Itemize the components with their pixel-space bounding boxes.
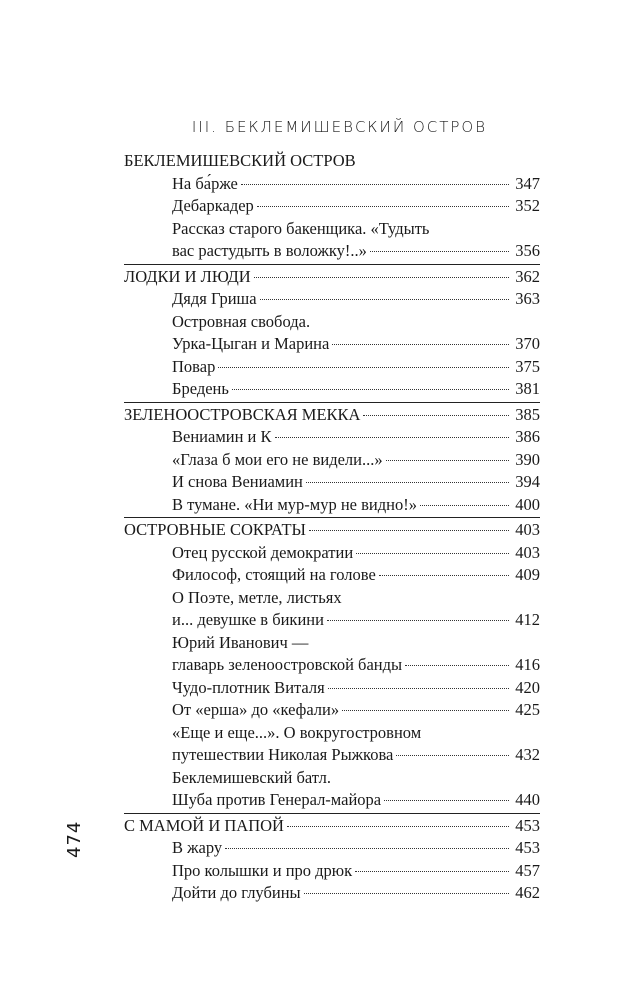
toc-entry — [124, 311, 540, 356]
entry-line — [124, 837, 540, 860]
section-heading — [124, 519, 540, 542]
dot-leader — [241, 184, 509, 185]
entry-line — [124, 542, 540, 565]
section-title: БЕКЛЕМИШЕВСКИЙ ОСТРОВ — [124, 151, 356, 170]
entry-title: Дойти до глубины — [172, 883, 301, 902]
toc-entry — [124, 494, 540, 517]
entry-line — [124, 449, 540, 472]
toc-entry — [124, 288, 540, 311]
entry-title: Беклемишевский батл. — [172, 767, 331, 787]
entry-page: 370 — [515, 334, 540, 353]
toc-section — [124, 815, 540, 905]
entry-page: 432 — [515, 745, 540, 764]
entry-line — [124, 195, 540, 218]
entry-line — [124, 767, 540, 790]
entry-title: Шуба против Генерал-майора — [172, 790, 382, 809]
page-number: 474 — [64, 820, 85, 858]
part-title: III. БЕКЛЕМИШЕВСКИЙ ОСТРОВ — [191, 118, 488, 136]
entry-title: Урка-Цыган и Марина — [172, 334, 330, 353]
toc-section — [124, 404, 540, 517]
entry-title: Повар — [172, 356, 216, 376]
entry-page: 381 — [515, 379, 540, 398]
entry-page: 409 — [515, 565, 540, 584]
toc-entry — [124, 564, 540, 587]
entry-title: главарь зеленоостровской банды — [172, 655, 403, 674]
toc-entry — [124, 699, 540, 722]
entry-page: 385 — [515, 404, 540, 424]
entry-line — [124, 744, 540, 767]
entry-title: «Еще и еще...». О вокругостровном — [172, 722, 422, 742]
dot-leader — [287, 826, 509, 827]
entry-title: «Глаза б мои его не видели...» — [172, 449, 383, 469]
entry-title: ЗЕЛЕНООСТРОВСКАЯ МЕККА — [124, 404, 361, 424]
entry-line — [124, 632, 540, 655]
section-divider — [124, 517, 540, 518]
entry-line — [124, 587, 540, 610]
entry-page: 394 — [515, 472, 540, 491]
entry-title: В жару — [172, 838, 223, 857]
entry-title: Дебаркадер — [172, 196, 254, 215]
section-divider — [124, 264, 540, 265]
entry-title: ОСТРОВНЫЕ СОКРАТЫ — [124, 520, 306, 539]
toc-entry — [124, 882, 540, 905]
dot-leader — [309, 530, 509, 531]
entry-line — [124, 356, 540, 379]
entry-line — [124, 494, 540, 517]
dot-leader — [379, 575, 509, 576]
entry-page: 462 — [515, 883, 540, 902]
entry-line — [124, 311, 540, 334]
entry-title: И снова Вениамин — [172, 472, 303, 491]
entry-page: 347 — [515, 173, 540, 193]
dot-leader — [275, 437, 510, 438]
entry-title: Про колышки и про дрюк — [172, 860, 353, 880]
section-divider — [124, 402, 540, 403]
toc-section — [124, 519, 540, 812]
dot-leader — [396, 755, 509, 756]
entry-page: 362 — [515, 266, 540, 286]
entry-page: 386 — [515, 427, 540, 446]
entry-page: 440 — [515, 790, 540, 809]
entry-line — [124, 218, 540, 241]
entry-line — [124, 722, 540, 745]
dot-leader — [332, 344, 509, 345]
entry-page: 420 — [515, 677, 540, 697]
entry-page: 375 — [515, 356, 540, 376]
entry-line — [124, 654, 540, 677]
section-heading — [124, 150, 540, 173]
table-of-contents — [124, 150, 540, 905]
dot-leader — [232, 389, 509, 390]
entry-line — [124, 609, 540, 632]
entry-line — [124, 333, 540, 356]
entry-title: Бредень — [172, 379, 229, 398]
dot-leader — [405, 665, 509, 666]
entry-line — [124, 564, 540, 587]
toc-entry — [124, 426, 540, 449]
entry-page: 352 — [515, 196, 540, 215]
entry-title: От «ерша» до «кефали» — [172, 700, 340, 719]
section-heading — [124, 815, 540, 838]
toc-entry — [124, 173, 540, 196]
dot-leader — [384, 800, 509, 801]
entry-line — [124, 471, 540, 494]
toc-entry — [124, 632, 540, 677]
entry-page: 425 — [515, 700, 540, 719]
entry-title: Вениамин и К — [172, 427, 272, 446]
entry-line — [124, 699, 540, 722]
toc-entry — [124, 356, 540, 379]
section-heading — [124, 404, 540, 427]
entry-title: Дядя Гриша — [172, 289, 257, 308]
entry-line — [124, 240, 540, 263]
toc-entry — [124, 837, 540, 860]
dot-leader — [257, 206, 509, 207]
entry-page: 363 — [515, 289, 540, 308]
entry-page: 356 — [515, 241, 540, 260]
dot-leader — [363, 415, 509, 416]
entry-page: 403 — [515, 520, 540, 539]
toc-section — [124, 266, 540, 401]
dot-leader — [225, 848, 509, 849]
entry-page: 390 — [515, 449, 540, 469]
toc-entry — [124, 449, 540, 472]
entry-page: 453 — [515, 838, 540, 857]
entry-line — [124, 882, 540, 905]
entry-title: ЛОДКИ И ЛЮДИ — [124, 266, 251, 286]
entry-line — [124, 677, 540, 700]
entry-line — [124, 789, 540, 812]
entry-title: путешествии Николая Рыжкова — [172, 745, 394, 764]
entry-line — [124, 426, 540, 449]
section-divider — [124, 813, 540, 814]
entry-line — [124, 378, 540, 401]
entry-title: Философ, стоящий на голове — [172, 565, 376, 584]
entry-page: 412 — [515, 610, 540, 629]
entry-title: Рассказ старого бакенщика. «Тудыть — [172, 218, 430, 238]
dot-leader — [370, 251, 509, 252]
toc-entry — [124, 767, 540, 812]
entry-title: О Поэте, метле, листьях — [172, 587, 342, 607]
toc-entry — [124, 542, 540, 565]
entry-title: Чудо-плотник Виталя — [172, 677, 325, 697]
dot-leader — [355, 871, 509, 872]
section-heading — [124, 266, 540, 289]
entry-title: На ба́рже — [172, 173, 238, 193]
dot-leader — [218, 367, 509, 368]
toc-section — [124, 150, 540, 263]
entry-title: и... девушке в бикини — [172, 610, 324, 629]
entry-line — [124, 288, 540, 311]
toc-entry — [124, 722, 540, 767]
dot-leader — [356, 553, 509, 554]
dot-leader — [254, 277, 509, 278]
toc-entry — [124, 195, 540, 218]
entry-line — [124, 860, 540, 883]
dot-leader — [386, 460, 509, 461]
toc-entry — [124, 587, 540, 632]
dot-leader — [420, 505, 509, 506]
toc-entry — [124, 378, 540, 401]
entry-page: 453 — [515, 815, 540, 835]
dot-leader — [304, 893, 509, 894]
toc-entry — [124, 677, 540, 700]
entry-title: С МАМОЙ И ПАПОЙ — [124, 815, 284, 835]
dot-leader — [260, 299, 509, 300]
entry-page: 403 — [515, 542, 540, 562]
entry-title: Отец русской демократии — [172, 542, 354, 562]
entry-page: 400 — [515, 494, 540, 514]
entry-line — [124, 173, 540, 196]
dot-leader — [342, 710, 509, 711]
dot-leader — [327, 620, 509, 621]
entry-title: В тумане. «Ни мур-мур не видно!» — [172, 494, 417, 514]
toc-entry — [124, 860, 540, 883]
dot-leader — [306, 482, 509, 483]
toc-entry — [124, 471, 540, 494]
entry-page: 457 — [515, 860, 540, 880]
entry-title: Островная свобода. — [172, 311, 311, 331]
toc-entry — [124, 218, 540, 263]
entry-page: 416 — [515, 655, 540, 674]
entry-title: Юрий Иванович — — [172, 632, 309, 652]
dot-leader — [328, 688, 509, 689]
entry-title: вас растудыть в воложку!..» — [172, 241, 367, 260]
